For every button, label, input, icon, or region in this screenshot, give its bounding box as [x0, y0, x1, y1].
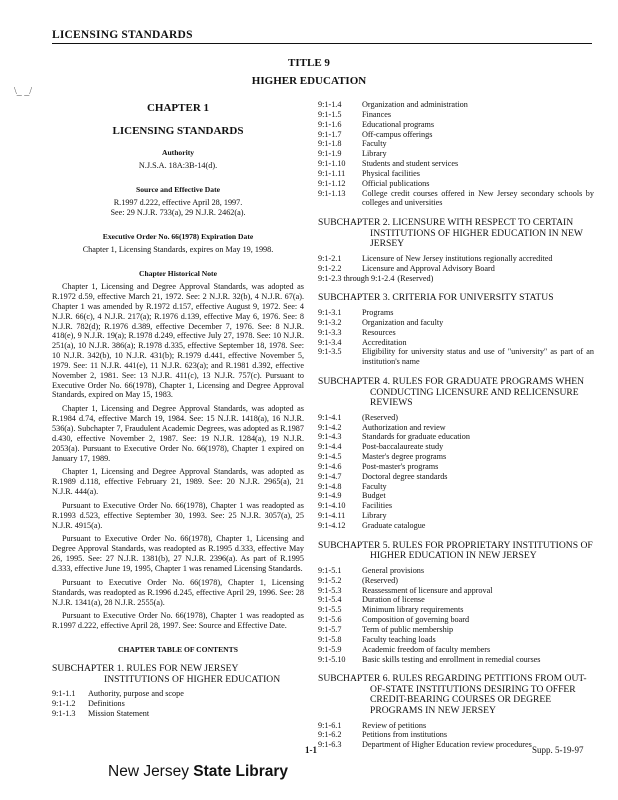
- section-title: Library: [362, 511, 387, 521]
- chapter-name: LICENSING STANDARDS: [112, 125, 244, 138]
- toc-entry: [318, 254, 594, 264]
- toc-entry: [318, 730, 594, 740]
- expiration-text: Chapter 1, Licensing Standards, expires on May 19, 1998.: [82, 245, 274, 255]
- running-head: LICENSING STANDARDS: [52, 29, 193, 41]
- historical-note-heading: Chapter Historical Note: [139, 269, 217, 279]
- section-number: 9:1-3.4: [318, 337, 342, 347]
- section-number: 9:1-4.11: [318, 511, 346, 521]
- subchapter-heading: SUBCHAPTER 2. LICENSURE WITH RESPECT TO CERTAIN INSTITUTIONS OF HIGHER EDUCATION IN NEW JERSEY: [318, 217, 583, 250]
- authority-heading: Authority: [161, 148, 195, 158]
- toc-entry: [318, 605, 594, 615]
- subchapter-heading: SUBCHAPTER 3. CRITERIA FOR UNIVERSITY STATUS: [318, 292, 554, 304]
- toc-entry: [318, 120, 594, 130]
- toc-entry: [318, 159, 594, 169]
- section-title: Faculty: [362, 481, 387, 491]
- toc-entry: [318, 347, 594, 367]
- section-title: Licensure of New Jersey institutions regionally accredited: [362, 253, 553, 263]
- toc-entry: [318, 328, 594, 338]
- toc-entry: [318, 318, 594, 328]
- section-title: Mission Statement: [88, 708, 150, 718]
- section-title: Accreditation: [362, 337, 407, 347]
- section-number: 9:1-1.3: [52, 708, 76, 718]
- source-line: R.1997 d.222, effective April 28, 1997.: [113, 198, 243, 208]
- source-line: See: 29 N.J.R. 733(a), 29 N.J.R. 2462(a).: [110, 208, 246, 218]
- page-number: 1-1: [305, 745, 317, 755]
- section-title: Standards for graduate education: [362, 432, 470, 442]
- toc-entry: [318, 452, 594, 462]
- toc-entry: [318, 566, 594, 576]
- section-title: Finances: [362, 109, 392, 119]
- section-title: (Reserved): [362, 575, 398, 585]
- section-number: 9:1-4.7: [318, 471, 342, 481]
- subchapter-1-list: [52, 689, 304, 719]
- section-title: College credit courses offered in New Jersey secondary schools by colleges and universities: [362, 188, 594, 208]
- section-number: 9:1-1.2: [52, 699, 76, 709]
- section-number: 9:1-6.1: [318, 720, 342, 730]
- toc-entry: [318, 462, 594, 472]
- section-title: Authorization and review: [362, 422, 446, 432]
- section-number: 9:1-4.2: [318, 422, 342, 432]
- historical-note-paragraph: Chapter 1, Licensing and Degree Approval Standards, was adopted as R.1984 d.74, effective March 19, 1984. See: 15 N.J.R. 1418(a), 16 N.J.R. 536(a). Subchapter 7, Fraudulent Academic Degrees, was adopted as R.1987 d.430, effective November 2, 1987. See: 19 N.J.R. 1284(a), 19 N.J.R. 2053(a). Pursuant to Executive Order No. 66(1978), Chapter 1 expired on January 17, 1989.: [52, 404, 304, 463]
- section-number: 9:1-4.1: [318, 412, 342, 422]
- toc-entry: [318, 100, 594, 110]
- section-number: 9:1-2.1: [318, 253, 342, 263]
- section-number: 9:1-6.3: [318, 740, 342, 750]
- section-number: 9:1-4.8: [318, 481, 342, 491]
- section-number: 9:1-5.7: [318, 624, 342, 634]
- toc-entry: [318, 511, 594, 521]
- toc-entry: [318, 442, 594, 452]
- section-title: Faculty teaching loads: [362, 634, 436, 644]
- section-number: 9:1-1.12: [318, 178, 346, 188]
- toc-entry: [318, 308, 594, 318]
- subchapter-heading: SUBCHAPTER 4. RULES FOR GRADUATE PROGRAMS WHEN CONDUCTING LICENSURE AND RELICENSURE REVIEWS: [318, 376, 585, 409]
- section-title: Faculty: [362, 139, 387, 149]
- historical-note-paragraph: Pursuant to Executive Order No. 66(1978), Chapter 1 was readopted as R.1997 d.222, effective April 28, 1997. See: Source and Effective Date.: [52, 611, 304, 631]
- section-title: Definitions: [88, 699, 125, 709]
- section-number: 9:1-5.8: [318, 634, 342, 644]
- section-number: 9:1-3.2: [318, 317, 342, 327]
- section-number: 9:1-1.13: [318, 188, 346, 198]
- subchapter-1-list-continued: [318, 100, 594, 208]
- chapter-number: CHAPTER 1: [146, 102, 210, 114]
- section-number: 9:1-5.3: [318, 585, 342, 595]
- section-number: 9:1-1.10: [318, 159, 346, 169]
- section-title: Library: [362, 149, 387, 159]
- section-number: 9:1-5.4: [318, 595, 342, 605]
- historical-note-paragraph: Pursuant to Executive Order No. 66(1978), Chapter 1 was readopted as R.1993 d.523, effective September 30, 1993. See: 25 N.J.R. 3057(a), 25 N.J.R. 4915(a).: [52, 500, 304, 530]
- section-title: Budget: [362, 491, 386, 501]
- section-title: Term of public membership: [362, 624, 454, 634]
- section-number: 9:1-5.6: [318, 615, 342, 625]
- section-title: General provisions: [362, 565, 425, 575]
- section-number: 9:1-1.5: [318, 109, 342, 119]
- section-number: 9:1-1.11: [318, 168, 346, 178]
- toc-entry: [318, 423, 594, 433]
- toc-entry: [318, 189, 594, 209]
- toc-entry: [318, 179, 594, 189]
- expiration-heading: Executive Order No. 66(1978) Expiration Date: [102, 232, 254, 242]
- section-number: 9:1-2.3 through 9:1-2.4: [318, 273, 395, 283]
- toc-entry: [318, 482, 594, 492]
- library-stamp-suffix: State Library: [193, 763, 289, 780]
- section-number: 9:1-2.2: [318, 263, 342, 273]
- section-number: 9:1-4.10: [318, 501, 346, 511]
- section-number: 9:1-1.8: [318, 139, 342, 149]
- toc-entry: [318, 521, 594, 531]
- toc-entry: [318, 625, 594, 635]
- section-title: Basic skills testing and enrollment in remedial courses: [362, 654, 541, 664]
- toc-entry: [318, 491, 594, 501]
- subchapter-heading: SUBCHAPTER 5. RULES FOR PROPRIETARY INSTITUTIONS OF HIGHER EDUCATION IN NEW JERSEY: [318, 539, 593, 562]
- historical-note-paragraph: Chapter 1, Licensing and Degree Approval Standards, was adopted as R.1989 d.118, effective February 21, 1989. See: 20 N.J.R. 2965(a), 21 N.J.R. 444(a).: [52, 467, 304, 497]
- header-rule: [52, 43, 592, 44]
- toc-entry: [318, 655, 594, 665]
- subchapter-heading: SUBCHAPTER 1. RULES FOR NEW JERSEY INSTITUTIONS OF HIGHER EDUCATION: [52, 663, 281, 685]
- section-number: 9:1-1.4: [318, 100, 342, 109]
- section-title: Licensure and Approval Advisory Board: [362, 263, 495, 273]
- section-title: Off-campus offerings: [362, 129, 433, 139]
- section-title: Review of petitions: [362, 720, 427, 730]
- toc-entry: [318, 635, 594, 645]
- toc-entry: [318, 595, 594, 605]
- toc-entry: [52, 689, 304, 699]
- toc-entry: [318, 645, 594, 655]
- section-number: 9:1-1.7: [318, 129, 342, 139]
- toc-heading: CHAPTER TABLE OF CONTENTS: [118, 645, 238, 655]
- subchapters-list: [318, 218, 594, 750]
- section-title: Eligibility for university status and use of "university" as part of an institution's name: [362, 347, 594, 367]
- section-title: Composition of governing board: [362, 615, 470, 625]
- section-title: Organization and faculty: [362, 317, 444, 327]
- section-title: Post-baccalaureate study: [362, 442, 444, 452]
- section-title: Organization and administration: [362, 100, 468, 109]
- toc-entry: [318, 274, 594, 284]
- library-stamp-prefix: New Jersey: [108, 763, 194, 780]
- toc-entry: [318, 586, 594, 596]
- toc-entry: [318, 413, 594, 423]
- section-number: 9:1-5.2: [318, 575, 342, 585]
- toc-entry: [52, 709, 304, 719]
- section-title: Students and student services: [362, 159, 459, 169]
- section-title: Physical facilities: [362, 168, 420, 178]
- historical-note-paragraph: Chapter 1, Licensing and Degree Approval Standards, was adopted as R.1972 d.59, effective March 21, 1972. See: 2 N.J.R. 32(b), 4 N.J.R. 67(a). Chapter 1 was amended by R.1972 d.157, effective August 9, 1972. See: 4 N.J.R. 66(c), 4 N.J.R. 217(a); R.1976 d.139, effective May 6, 1976. See: 8 N.J.R. 782(d); R.1976 d.389, effective December 7, 1976. See: 8 N.J.R. 418(e), 9 N.J.R. 19(a); R.1978 d.249, effective July 27, 1978. See: 10 N.J.R. 251(a), 10 N.J.R. 386(a); R.1978 d.335, effective September 18, 1978. See: 10 N.J.R. 342(b), 10 N.J.R. 431(b); R.1979 d.441, effective November 5, 1979. See: 11 N.J.R. 441(e), 11 N.J.R. 623(a); and R.1981 d.392, effective November 2, 1981. See: 13 N.J.R. 411(c), 13 N.J.R. 757(c). Pursuant to Executive Order No. 66(1978), Chapter 1, Licensing and Degree Approval Standards, expired on May 15, 1983.: [52, 282, 304, 400]
- section-title: (Reserved): [362, 412, 398, 422]
- section-number: 9:1-4.3: [318, 432, 342, 442]
- left-column: [52, 100, 304, 719]
- section-number: 9:1-4.12: [318, 520, 346, 530]
- section-title: Resources: [362, 327, 396, 337]
- section-title: Department of Higher Education review procedures: [362, 740, 532, 750]
- toc-entry: [318, 130, 594, 140]
- section-title: Reassessment of licensure and approval: [362, 585, 493, 595]
- toc-entry: [318, 149, 594, 159]
- section-number: 9:1-4.5: [318, 452, 342, 462]
- toc-entry: [318, 338, 594, 348]
- section-number: 9:1-1.1: [52, 689, 76, 699]
- section-title: Programs: [362, 308, 394, 317]
- section-title: Official publications: [362, 178, 430, 188]
- historical-note-paragraph: Pursuant to Executive Order No. 66(1978), Chapter 1, Licensing Standards, was readopted as R.1996 d.245, effective April 29, 1996. See: 28 N.J.R. 1341(a), 28 N.J.R. 2555(a).: [52, 577, 304, 607]
- section-title: Authority, purpose and scope: [88, 689, 184, 699]
- section-title: Educational programs: [362, 119, 435, 129]
- section-number: 9:1-3.3: [318, 327, 342, 337]
- section-title: (Reserved): [397, 273, 434, 283]
- toc-entry: [318, 721, 594, 731]
- toc-entry: [318, 615, 594, 625]
- toc-entry: [318, 110, 594, 120]
- section-number: 9:1-6.2: [318, 730, 342, 740]
- section-title: Academic freedom of faculty members: [362, 644, 491, 654]
- section-number: 9:1-5.1: [318, 565, 342, 575]
- section-title: Minimum library requirements: [362, 605, 464, 615]
- library-stamp: [108, 763, 288, 781]
- toc-entry: [52, 699, 304, 709]
- scan-mark: \_ _/: [14, 86, 33, 97]
- section-number: 9:1-5.10: [318, 654, 346, 664]
- right-column: [318, 100, 594, 750]
- historical-note-paragraph: Pursuant to Executive Order No. 66(1978), Chapter 1, Licensing and Degree Approval Standards, was readopted as R.1995 d.333, effective May 26, 1995. See: 27 N.J.R. 1381(b), 27 N.J.R. 2396(a). As part of R.1995 d.333, effective June 19, 1995, Chapter 1 was renamed Licensing Standards.: [52, 534, 304, 573]
- section-title: Duration of license: [362, 595, 425, 605]
- section-number: 9:1-3.5: [318, 347, 342, 357]
- section-number: 9:1-4.4: [318, 442, 342, 452]
- title-number: TITLE 9: [288, 57, 330, 69]
- toc-entry: [318, 169, 594, 179]
- section-title: Graduate catalogue: [362, 520, 426, 530]
- section-number: 9:1-1.9: [318, 149, 342, 159]
- section-number: 9:1-4.9: [318, 491, 342, 501]
- supplement-date: Supp. 5-19-97: [532, 745, 584, 755]
- section-title: Facilities: [362, 501, 393, 511]
- source-heading: Source and Effective Date: [135, 185, 220, 195]
- toc-entry: [318, 139, 594, 149]
- toc-entry: [318, 264, 594, 274]
- title-name: HIGHER EDUCATION: [251, 75, 367, 87]
- section-number: 9:1-3.1: [318, 308, 342, 317]
- section-title: Master's degree programs: [362, 452, 447, 462]
- subchapter-heading: SUBCHAPTER 6. RULES REGARDING PETITIONS FROM OUT-OF-STATE INSTITUTIONS DESIRING TO OFFER CREDIT-BEARING COURSES OR DEGREE PROGRAMS IN NEW JERSEY: [318, 673, 587, 716]
- toc-entry: [318, 472, 594, 482]
- toc-entry: [318, 501, 594, 511]
- section-number: 9:1-1.6: [318, 119, 342, 129]
- section-title: Petitions from institutions: [362, 730, 448, 740]
- section-number: 9:1-4.6: [318, 461, 342, 471]
- authority-text: N.J.S.A. 18A:3B-14(d).: [138, 161, 218, 171]
- section-number: 9:1-5.9: [318, 644, 342, 654]
- section-title: Doctoral degree standards: [362, 471, 448, 481]
- section-title: Post-master's programs: [362, 461, 439, 471]
- toc-entry: [318, 576, 594, 586]
- toc-entry: [318, 432, 594, 442]
- section-number: 9:1-5.5: [318, 605, 342, 615]
